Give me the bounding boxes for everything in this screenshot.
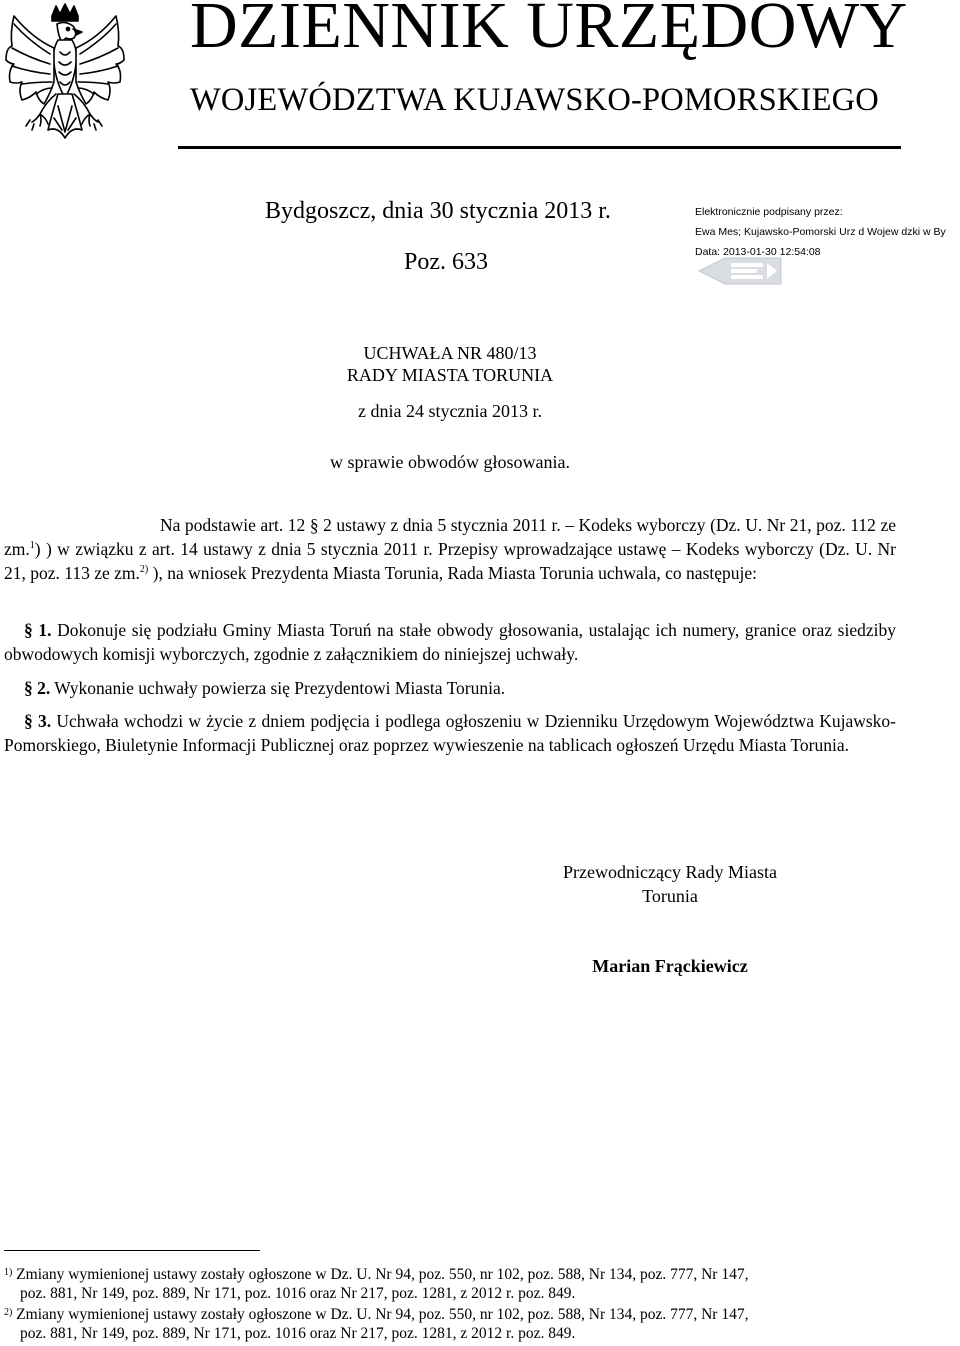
footnote-2 [4, 1305, 896, 1343]
header-divider [178, 146, 901, 149]
electronic-signature-stamp [695, 202, 960, 292]
section-2-paragraph [4, 676, 896, 700]
legal-basis-paragraph [4, 513, 896, 585]
footnote-ref: 1 [29, 540, 35, 551]
section-text: Uchwała wchodzi w życie z dniem podjęcia i podlega ogłoszeniu w Dzienniku Urzędowym Województwa Kujawsko-Pomorskiego, Biuletynie Informacji Publicznej oraz poprzez wywieszenie na tablicach ogłoszeń Urzędu Miasta Torunia. [4, 711, 897, 755]
signatory-role-line: Przewodniczący Rady Miasta [563, 862, 777, 882]
resolution-council: RADY MIASTA TORUNIA [346, 365, 554, 385]
position-number: Poz. 633 [404, 249, 488, 275]
legal-basis-text: Na podstawie art. 12 [160, 515, 310, 535]
place-and-date: Bydgoszcz, dnia 30 stycznia 2013 r. [265, 198, 611, 224]
section-sign: § [309, 515, 319, 535]
signature-stamp-line: Elektronicznie podpisany przez: [695, 206, 843, 218]
footnote-text: Zmiany wymienionej ustawy zostały ogłoszone w Dz. U. Nr 94, poz. 550, nr 102, poz. 588, Nr 134, poz. 777, Nr 147, [16, 1306, 749, 1323]
signatory-name: Marian Frąckiewicz [592, 956, 748, 976]
legal-basis-text: ) ) w związku z art. 14 ustawy z dnia 5 stycznia 2011 r. Przepisy wprowadzające ustawę – Kodeks wyborczy (Dz. U. Nr 21, poz. 113 ze zm. [4, 539, 896, 583]
signatory-role-line: Torunia [642, 886, 698, 906]
footnote-ref: 2) [139, 564, 149, 575]
section-1-paragraph [4, 618, 896, 666]
e-signature-logo-icon [697, 256, 789, 286]
legal-basis-text: ), na wniosek Prezydenta Miasta Torunia, Rada Miasta Torunia uchwala, co następuje: [148, 563, 758, 583]
section-number: § 1. [24, 620, 52, 640]
journal-subtitle: WOJEWÓDZTWA KUJAWSKO-POMORSKIEGO [190, 82, 879, 118]
legal-basis-text: 2 ustawy z dnia 5 stycznia 2011 r. – Kodeks wyborczy (Dz. U. Nr 21, poz. 112 ze zm. [4, 515, 896, 559]
footnote-text: poz. 881, Nr 149, poz. 889, Nr 171, poz. 1016 oraz Nr 217, poz. 1281, z 2012 r. poz. 849. [20, 1285, 576, 1302]
resolution-subject: w sprawie obwodów głosowania. [330, 452, 570, 472]
signature-stamp-date: Data: 2013-01-30 12:54:08 [695, 246, 821, 258]
resolution-date: z dnia 24 stycznia 2013 r. [358, 401, 542, 421]
footnote-1 [4, 1265, 896, 1303]
section-3-paragraph [4, 709, 896, 757]
footnote-mark: 1) [4, 1267, 13, 1278]
footnote-mark: 2) [4, 1307, 13, 1318]
section-text: Dokonuje się podziału Gminy Miasta Toruń na stałe obwody głosowania, ustalając ich numery, granice oraz siedziby obwodowych komisji wyborczych, zgodnie z załącznikiem do niniejszej uchwały. [4, 620, 897, 664]
resolution-title [0, 342, 900, 386]
polish-eagle-emblem-icon [2, 2, 128, 170]
footnote-text: Zmiany wymienionej ustawy zostały ogłoszone w Dz. U. Nr 94, poz. 550, nr 102, poz. 588, Nr 134, poz. 777, Nr 147, [16, 1266, 749, 1283]
section-text: Wykonanie uchwały powierza się Prezydentowi Miasta Torunia. [50, 678, 506, 698]
signatory-role [545, 860, 795, 908]
section-number: § 2. [24, 678, 51, 698]
footnote-divider [4, 1250, 260, 1251]
journal-title: DZIENNIK URZĘDOWY [190, 0, 908, 62]
signature-stamp-signer: Ewa Mes; Kujawsko-Pomorski Urz d Wojew dzki w By [695, 226, 946, 238]
resolution-number: UCHWAŁA NR 480/13 [363, 343, 537, 363]
section-number: § 3. [24, 711, 52, 731]
footnote-text: poz. 881, Nr 149, poz. 889, Nr 171, poz. 1016 oraz Nr 217, poz. 1281, z 2012 r. poz. 849. [20, 1325, 576, 1342]
